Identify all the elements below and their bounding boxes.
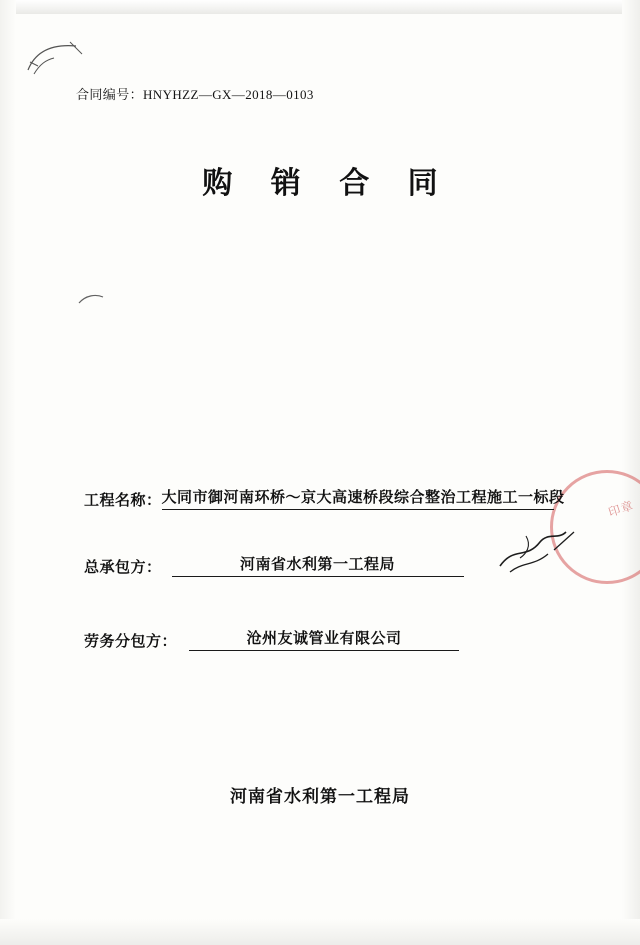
paper-edge-bottom	[0, 919, 640, 945]
field-underline-subcontractor	[189, 627, 459, 651]
field-row-subcontractor	[84, 627, 459, 651]
field-underline-contractor	[172, 553, 464, 577]
handwritten-signature-icon	[496, 526, 582, 582]
field-row-project	[84, 486, 565, 510]
field-underline-project	[161, 486, 565, 510]
field-value-project: 大同市御河南环桥～京大高速桥段综合整治工程施工一标段	[161, 488, 565, 506]
page-title: 购 销 合 同	[202, 166, 452, 201]
field-label-contractor: 总承包方：	[84, 558, 162, 576]
issuer-name: 河南省水利第一工程局	[230, 787, 410, 807]
field-value-contractor: 河南省水利第一工程局	[240, 555, 396, 573]
contract-number: 合同编号：HNYHZZ—GX—2018—0103	[76, 87, 314, 102]
field-value-subcontractor: 沧州友诚管业有限公司	[246, 629, 402, 647]
field-label-subcontractor: 劳务分包方：	[84, 632, 178, 650]
red-seal-stamp-text: 印章	[606, 498, 636, 520]
field-label-project: 工程名称：	[84, 491, 162, 509]
field-row-contractor	[84, 553, 464, 577]
handwritten-tick-icon	[78, 292, 104, 306]
handwritten-scribble-icon	[24, 40, 90, 80]
paper-edge-top	[0, 0, 640, 14]
